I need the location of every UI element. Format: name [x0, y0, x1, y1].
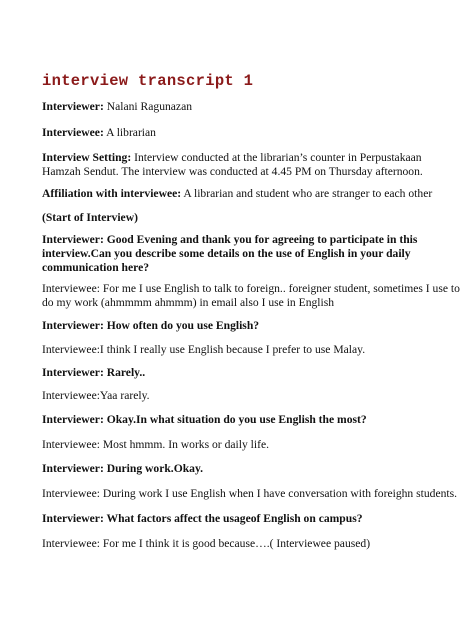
text-line: Interviewer: Good Evening and thank you for agreeing to participate in this	[42, 233, 418, 246]
interviewer-label: Interviewer:	[42, 100, 104, 113]
interviewee-answer: Interviewee: For me I think it is good because….( Interviewee paused)	[42, 537, 371, 550]
affiliation-info	[42, 187, 454, 201]
text-line: communication here?	[42, 261, 150, 274]
start-marker: (Start of Interview)	[42, 211, 138, 224]
interviewer-question	[42, 233, 454, 275]
setting-label: Interview Setting:	[42, 151, 132, 164]
interviewer-question: Interviewer: What factors affect the usageof English on campus?	[42, 512, 363, 525]
interviewer-question: Interviewer: Okay.In what situation do you use English the most?	[42, 413, 367, 426]
interviewer-question: Interviewer: During work.Okay.	[42, 462, 204, 475]
interviewee-name: A librarian	[103, 126, 156, 139]
text-line: interview.Can you describe some details on the use of English in your daily	[42, 247, 411, 260]
affiliation-label: Affiliation with interviewee:	[42, 187, 182, 200]
text-line: Interviewee: For me I use English to talk to foreign.. foreigner student, sometimes I use to	[42, 282, 460, 295]
interviewer-info	[42, 100, 454, 114]
interviewer-question: Interviewer: How often do you use English?	[42, 319, 260, 332]
interview-setting	[42, 151, 454, 179]
interviewee-answer: Interviewee:Yaa rarely.	[42, 389, 150, 402]
interviewee-answer: Interviewee:I think I really use English because I prefer to use Malay.	[42, 343, 366, 356]
interviewee-label: Interviewee:	[42, 126, 104, 139]
interviewee-answer: Interviewee: Most hmmm. In works or daily life.	[42, 438, 269, 451]
text-line: do my work (ahmmmm ahmmm) in email also I use in English	[42, 296, 335, 309]
interviewer-question: Interviewer: Rarely..	[42, 366, 146, 379]
interviewee-answer	[42, 282, 460, 310]
document-title: interview transcript 1	[42, 72, 254, 90]
setting-line-2: Hamzah Sendut. The interview was conducted at 4.45 PM on Thursday afternoon.	[42, 165, 423, 178]
interviewer-name: Nalani Ragunazan	[103, 100, 193, 113]
interviewee-answer: Interviewee: During work I use English when I have conversation with foreighn students.	[42, 487, 458, 500]
interviewee-info	[42, 126, 454, 140]
setting-line-1: Interview conducted at the librarian’s counter in Perpustakaan	[131, 151, 422, 164]
affiliation-text: A librarian and student who are stranger to each other	[181, 187, 433, 200]
